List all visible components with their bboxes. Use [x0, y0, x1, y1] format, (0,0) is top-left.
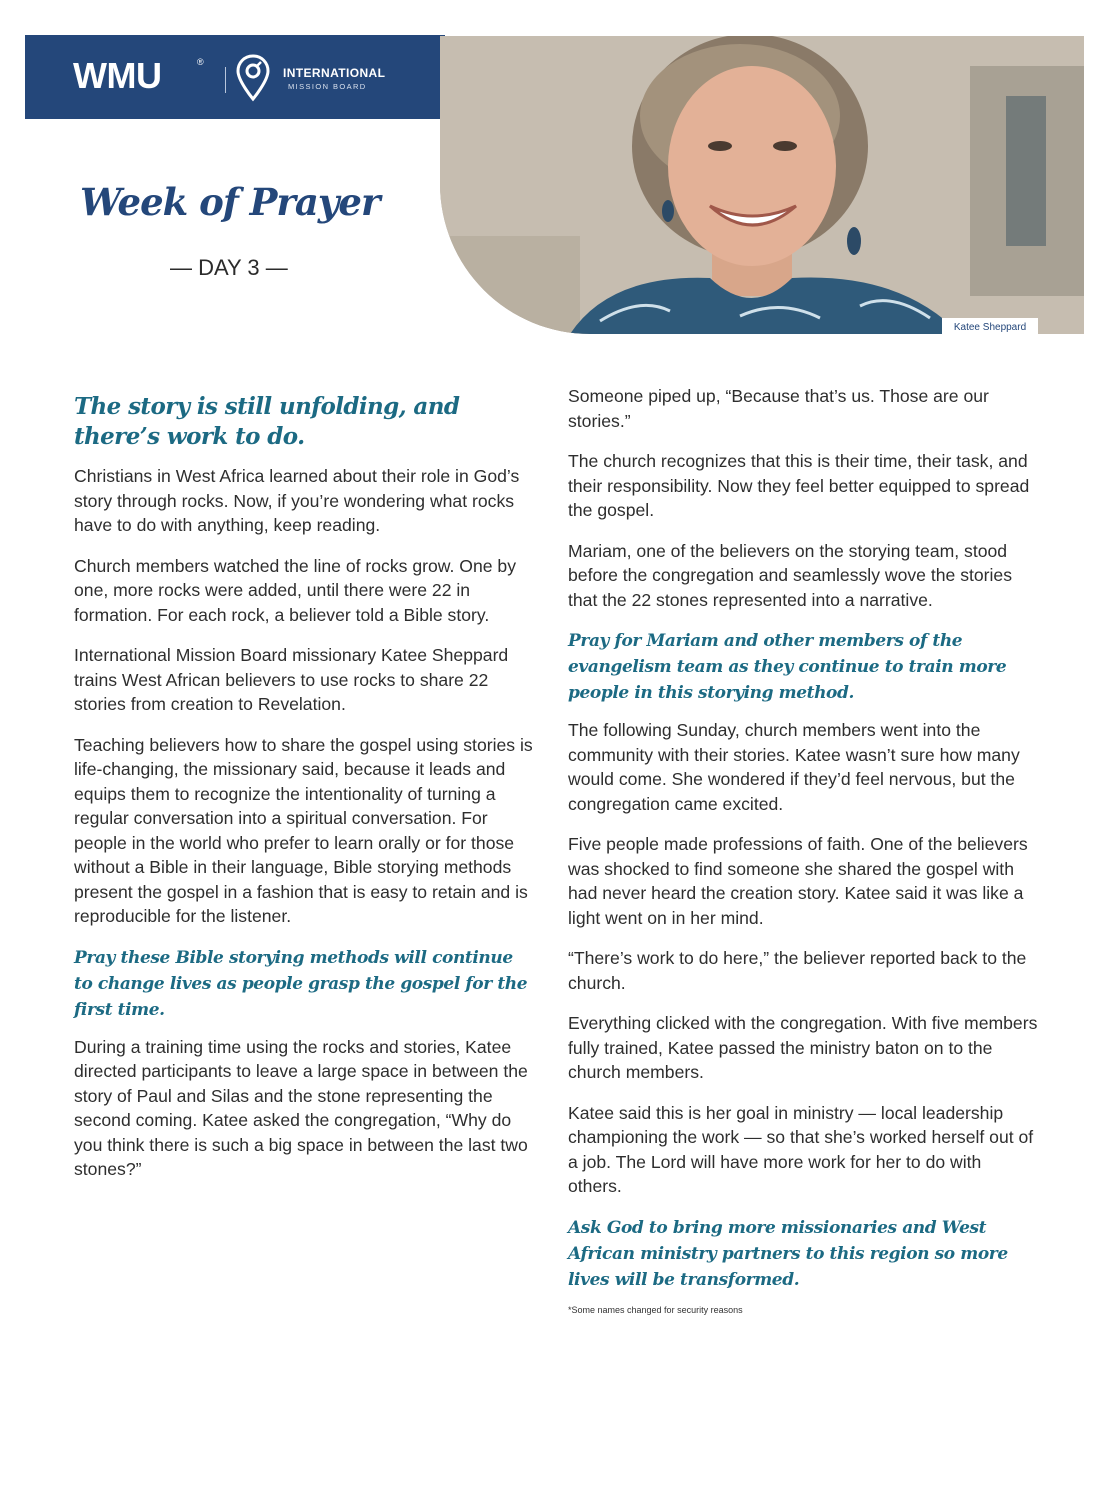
prayer-callout: Ask God to bring more missionaries and West African ministry partners to this region so more lives will be transformed.	[568, 1217, 1008, 1290]
paragraph: Five people made professions of faith. One of the believers was shocked to find someone she shared the gospel with had never heard the creation story. Katee said it was like a light went on in her mind.	[568, 834, 1028, 928]
portrait-illustration	[440, 36, 1084, 334]
imb-logo-line1: INTERNATIONAL	[283, 66, 386, 80]
paragraph: International Mission Board missionary Katee Sheppard trains West African believers to use rocks to share 22 stories from creation to Revelation.	[74, 645, 509, 714]
registered-mark: ®	[197, 57, 204, 67]
prayer-callout: Pray these Bible storying methods will continue to change lives as people grasp the gospel for the first time.	[74, 947, 528, 1020]
paragraph: Church members watched the line of rocks grow. One by one, more rocks were added, until there were 22 in formation. For each rock, a believer told a Bible story.	[74, 555, 516, 625]
imb-logo-line2: MISSION BOARD	[288, 82, 367, 91]
paragraph: During a training time using the rocks and stories, Katee directed participants to leave a large space in between the story of Paul and Silas and the stone representing the second coming. Katee asked the congregation, “Why do you think there is such a big space in between the last two stones?”	[74, 1036, 528, 1179]
footnote: *Some names changed for security reasons	[568, 1304, 743, 1315]
wmu-logo: WMU	[73, 55, 162, 96]
paragraph: Christians in West Africa learned about their role in God’s story through rocks. Now, if you’re wondering what rocks have to do with anything, keep reading.	[74, 466, 520, 535]
paragraph: Everything clicked with the congregation. With five members fully trained, Katee passed the ministry baton on to the church members.	[568, 1013, 1038, 1082]
header-band	[25, 35, 445, 119]
paragraph: The following Sunday, church members went into the community with their stories. Katee wasn’t sure how many would come. She wondered if they’d feel nervous, but the congregation came excited.	[568, 720, 1020, 814]
paragraph: The church recognizes that this is their time, their task, and their responsibility. Now they feel better equipped to spread the gospel.	[568, 451, 1030, 520]
photo-caption: Katee Sheppard	[942, 318, 1038, 338]
map-pin-icon	[235, 53, 271, 103]
portrait-photo	[440, 36, 1084, 334]
left-column	[74, 392, 534, 1198]
section-heading: The story is still unfolding, and there’s work to do.	[74, 393, 460, 450]
day-label: — DAY 3 —	[170, 255, 288, 280]
paragraph: “There’s work to do here,” the believer reported back to the church.	[568, 948, 1027, 993]
paragraph: Mariam, one of the believers on the storying team, stood before the congregation and seamlessly wove the stories that the 22 stones represented into a narrative.	[568, 540, 1013, 610]
paragraph: Teaching believers how to share the gospel using stories is life-changing, the missionary said, because it leads and equips them to recognize the intentionality of turning a regular conversation into a spiritual conversation. For people in the world who prefer to learn orally or for those without a Bible in their language, Bible storying methods present the gospel in a fashion that is easy to retain and is reproducible for the listener.	[74, 734, 533, 926]
right-column	[568, 384, 1038, 1315]
logo-divider	[225, 67, 226, 93]
prayer-callout: Pray for Mariam and other members of the evangelism team as they continue to train more people in this storying method.	[568, 631, 1007, 703]
page-title: Week of Prayer	[80, 180, 380, 224]
paragraph: Someone piped up, “Because that’s us. Those are our stories.”	[568, 386, 989, 431]
paragraph: Katee said this is her goal in ministry — local leadership championing the work — so that she’s worked herself out of a job. The Lord will have more work for her to do with others.	[568, 1102, 1034, 1196]
